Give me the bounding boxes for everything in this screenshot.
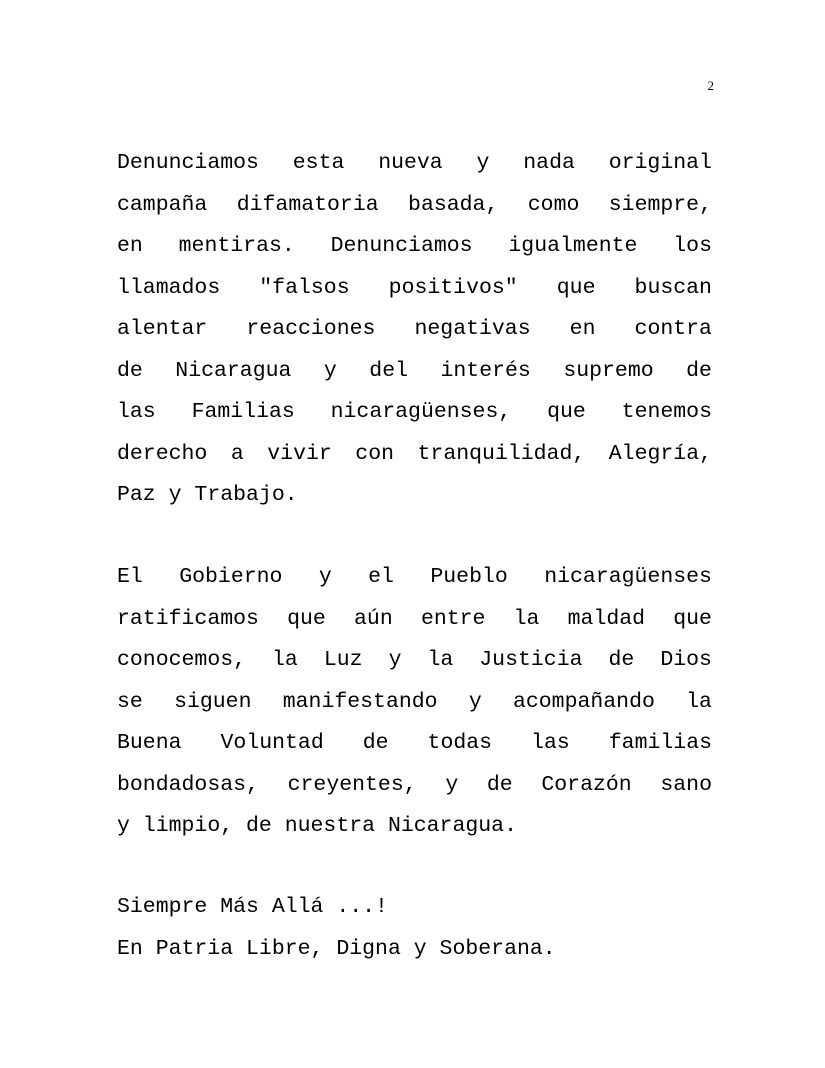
word: las bbox=[531, 731, 570, 755]
word: Denunciamos bbox=[117, 151, 259, 175]
word: la bbox=[272, 648, 298, 672]
paragraph-line bbox=[117, 392, 712, 434]
word: como bbox=[527, 192, 580, 217]
word: difamatoria bbox=[236, 192, 379, 217]
paragraph-line bbox=[117, 723, 712, 765]
word: y bbox=[318, 565, 332, 589]
word: nicaragüenses bbox=[544, 565, 712, 589]
word: que bbox=[547, 400, 586, 424]
word: reacciones bbox=[246, 317, 376, 341]
word: conocemos, bbox=[117, 648, 247, 672]
word: que bbox=[556, 275, 596, 300]
word: en bbox=[569, 317, 596, 341]
word: aún bbox=[354, 606, 393, 631]
word: manifestando bbox=[282, 689, 438, 714]
paragraph-line bbox=[117, 351, 712, 393]
word: de bbox=[608, 648, 635, 672]
word: vivir bbox=[267, 441, 332, 466]
paragraph-line bbox=[117, 268, 712, 310]
word: Dios bbox=[660, 648, 712, 672]
word: la bbox=[513, 606, 540, 631]
word: a bbox=[230, 441, 244, 466]
word: ratificamos bbox=[117, 606, 259, 631]
word: mentiras. bbox=[178, 234, 295, 258]
word: las bbox=[117, 400, 156, 424]
word: "falsos bbox=[259, 275, 350, 300]
word: y bbox=[468, 689, 482, 714]
word: los bbox=[673, 234, 712, 258]
word: y bbox=[445, 772, 459, 797]
word: llamados bbox=[117, 275, 221, 300]
word: contra bbox=[634, 317, 712, 341]
paragraph-line bbox=[117, 640, 712, 682]
word: Gobierno bbox=[179, 565, 283, 589]
word: que bbox=[673, 606, 712, 631]
paragraph-last-line: Paz y Trabajo. bbox=[117, 483, 298, 507]
word: igualmente bbox=[508, 234, 638, 258]
word: Nicaragua bbox=[175, 358, 292, 383]
word: acompañando bbox=[512, 689, 655, 714]
word: positivos" bbox=[388, 275, 518, 300]
word: Buena bbox=[117, 731, 182, 755]
paragraph-line bbox=[117, 599, 712, 641]
word: de bbox=[117, 358, 143, 383]
word: derecho bbox=[117, 441, 208, 466]
paragraph-line bbox=[117, 765, 712, 807]
word: alentar bbox=[117, 317, 208, 341]
word: siguen bbox=[174, 689, 252, 714]
word: original bbox=[608, 151, 712, 175]
word: El bbox=[117, 565, 143, 589]
word: Familias bbox=[191, 400, 295, 424]
paragraph-line bbox=[117, 143, 712, 185]
word: de bbox=[486, 772, 513, 797]
paragraph-line bbox=[117, 226, 712, 268]
word: bondadosas, bbox=[117, 772, 259, 797]
word: de bbox=[362, 731, 389, 755]
word: la bbox=[427, 648, 454, 672]
word: creyentes, bbox=[287, 772, 417, 797]
word: y bbox=[388, 648, 402, 672]
word: Alegría, bbox=[608, 441, 712, 466]
word: nueva bbox=[378, 151, 443, 175]
word: Luz bbox=[323, 648, 363, 672]
closing-line-1: Siempre Más Allá ...! bbox=[117, 895, 388, 919]
word: Denunciamos bbox=[330, 234, 473, 258]
word: familias bbox=[608, 731, 712, 755]
word: nada bbox=[523, 151, 575, 175]
word: interés bbox=[440, 358, 531, 383]
word: de bbox=[686, 358, 712, 383]
word: siempre, bbox=[608, 192, 712, 217]
word: maldad bbox=[567, 606, 646, 631]
word: negativas bbox=[414, 317, 531, 341]
word: y bbox=[476, 151, 490, 175]
word: todas bbox=[427, 731, 493, 755]
word: tranquilidad, bbox=[417, 441, 586, 466]
word: se bbox=[117, 689, 143, 714]
word: sano bbox=[660, 772, 712, 797]
word: del bbox=[369, 358, 409, 383]
paragraph-line bbox=[117, 557, 712, 599]
paragraph-1 bbox=[117, 143, 712, 517]
paragraph-line bbox=[117, 682, 712, 724]
word: la bbox=[686, 689, 712, 714]
word: buscan bbox=[634, 275, 712, 300]
word: Pueblo bbox=[430, 565, 508, 589]
word: Justicia bbox=[479, 648, 583, 672]
paragraph-2 bbox=[117, 557, 712, 848]
word: con bbox=[355, 441, 395, 466]
word: en bbox=[117, 234, 143, 258]
page-number: 2 bbox=[707, 78, 714, 93]
word: campaña bbox=[117, 192, 208, 217]
word: entre bbox=[420, 606, 486, 631]
paragraph-last-line: y limpio, de nuestra Nicaragua. bbox=[117, 814, 517, 838]
paragraph-line bbox=[117, 309, 712, 351]
word: tenemos bbox=[621, 400, 712, 424]
word: que bbox=[287, 606, 326, 631]
word: esta bbox=[292, 151, 345, 175]
word: el bbox=[368, 565, 394, 589]
word: Corazón bbox=[541, 772, 632, 797]
paragraph-line bbox=[117, 434, 712, 476]
word: Voluntad bbox=[220, 731, 324, 755]
word: basada, bbox=[408, 192, 499, 217]
closing-line-2: En Patria Libre, Digna y Soberana. bbox=[117, 936, 556, 961]
word: supremo bbox=[563, 358, 654, 383]
closing-block bbox=[117, 887, 712, 970]
word: nicaragüenses, bbox=[330, 400, 512, 424]
word: y bbox=[323, 358, 337, 383]
paragraph-line bbox=[117, 185, 712, 227]
